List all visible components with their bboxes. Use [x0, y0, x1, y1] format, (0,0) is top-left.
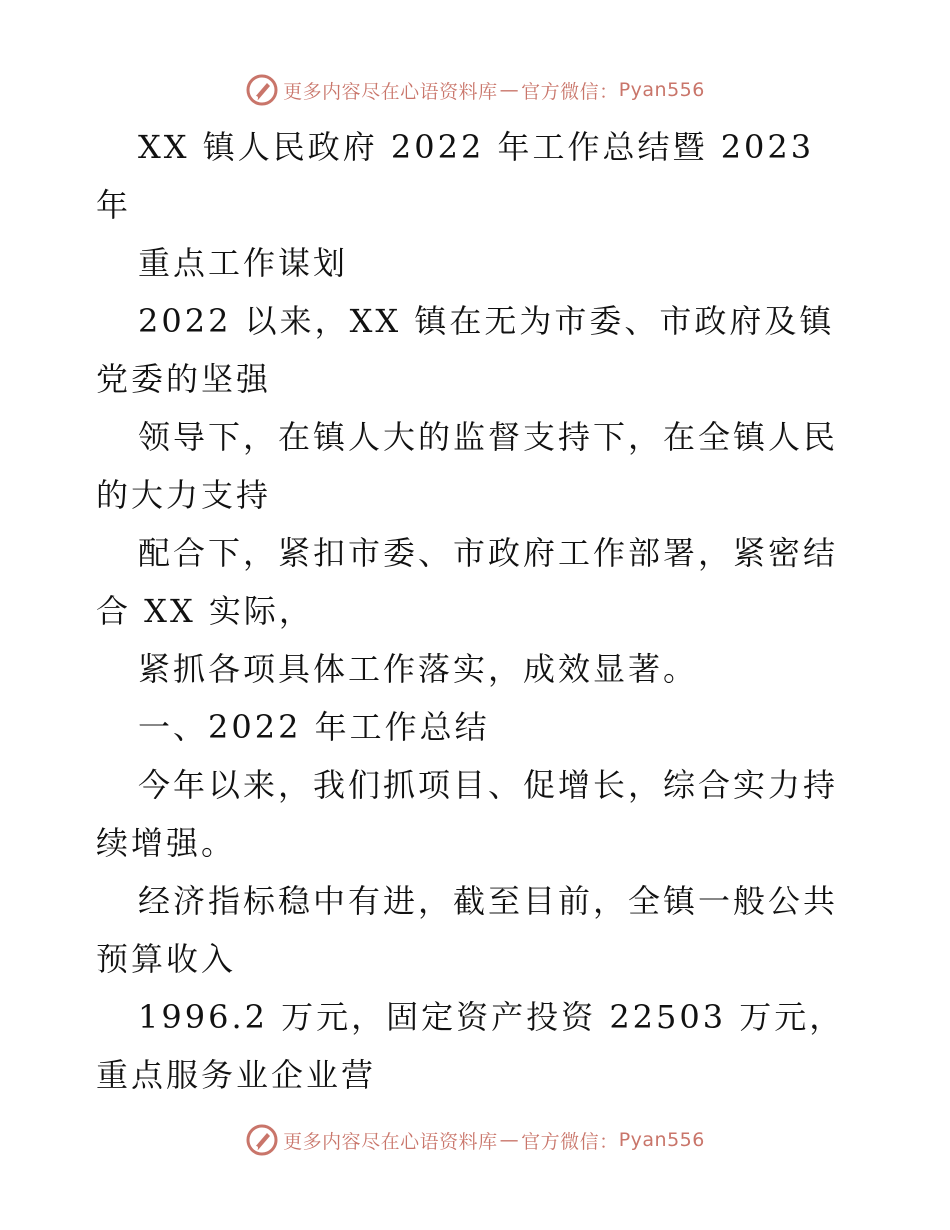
watermark-main-text: 更多内容尽在心语资料库: [283, 80, 498, 103]
paragraph: 1996.2 万元，固定资产投资 22503 万元，重点服务业企业营: [96, 998, 845, 1094]
watermark-wechat-id: Pyan556: [618, 79, 705, 101]
document-title: XX 镇人民政府 2022 年工作总结暨 2023 年: [96, 128, 815, 224]
paragraph: 紧抓各项具体工作落实，成效显著。: [138, 650, 699, 688]
document-title-line-2: 重点工作谋划: [138, 244, 349, 282]
paragraph: 2022 以来，XX 镇在无为市委、市政府及镇党委的坚强: [96, 302, 835, 398]
header-watermark: [0, 72, 950, 108]
paragraph: 配合下，紧扣市委、市政府工作部署，紧密结合 XX 实际，: [96, 534, 839, 630]
document-body: [96, 118, 856, 1104]
footer-watermark: [0, 1122, 950, 1158]
section-heading: 一、2022 年工作总结: [138, 708, 490, 746]
watermark-separator: —: [499, 1129, 520, 1151]
watermark-wechat-label: 官方微信：: [521, 80, 619, 103]
watermark-main-text: 更多内容尽在心语资料库: [283, 1130, 498, 1153]
paragraph: 领导下，在镇人大的监督支持下，在全镇人民的大力支持: [96, 418, 839, 514]
watermark-wechat-label: 官方微信：: [521, 1130, 619, 1153]
paragraph: 今年以来，我们抓项目、促增长，综合实力持续增强。: [96, 766, 839, 862]
pen-logo-icon: [245, 1123, 279, 1157]
watermark-wechat-id: Pyan556: [618, 1129, 705, 1151]
watermark-separator: —: [499, 79, 520, 101]
pen-logo-icon: [245, 73, 279, 107]
paragraph: 经济指标稳中有进，截至目前，全镇一般公共预算收入: [96, 882, 839, 978]
